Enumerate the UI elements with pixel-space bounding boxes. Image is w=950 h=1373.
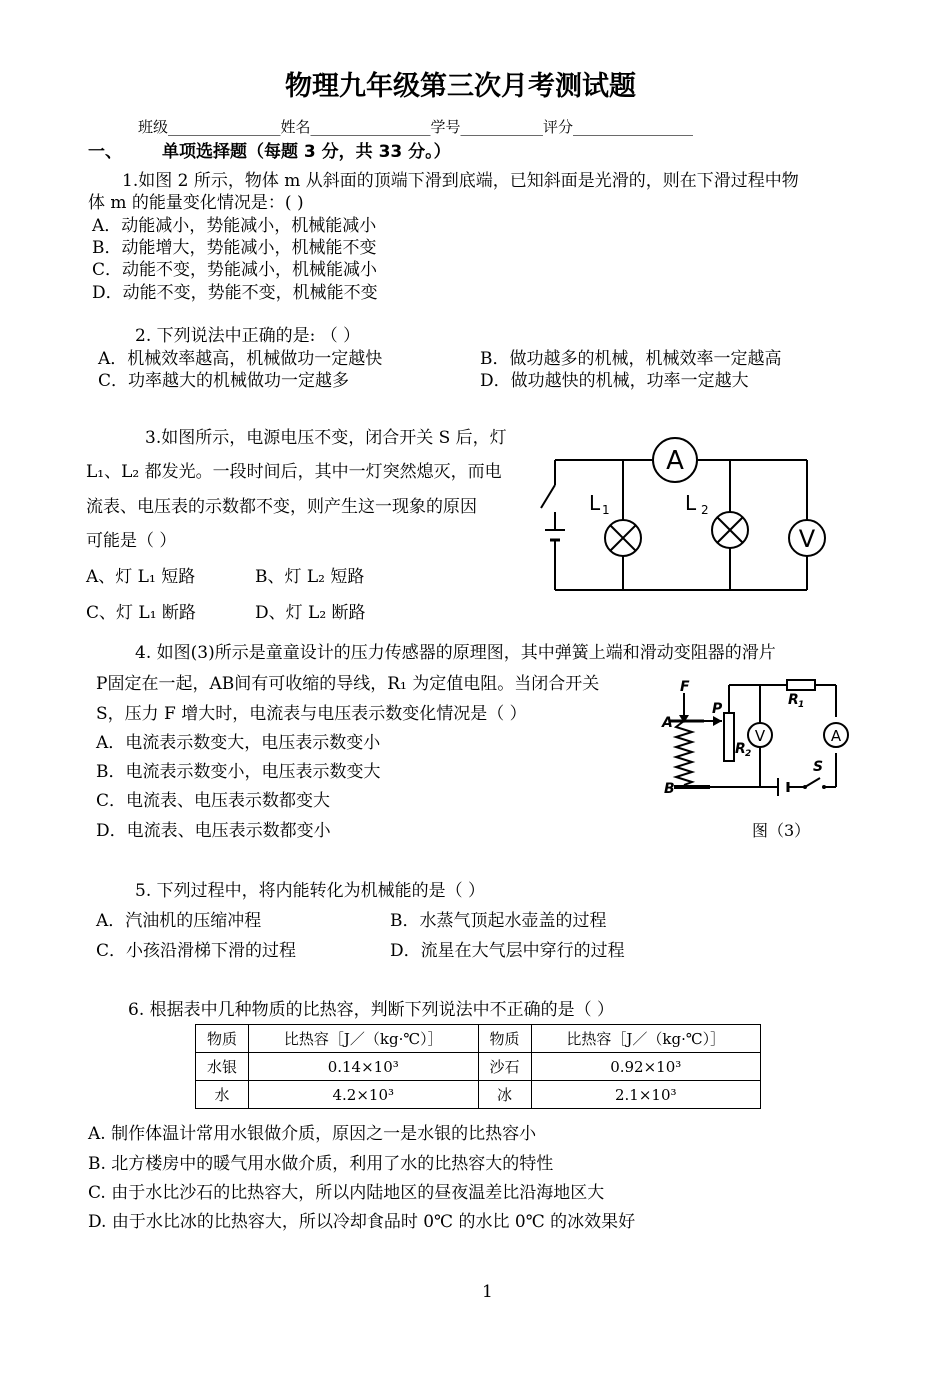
r1-subscript: 1 (798, 700, 805, 710)
q1-option-a: A．动能减小，势能减小，机械能减小 (92, 216, 377, 236)
point-a-label: A (662, 715, 673, 731)
q4-option-b: B．电流表示数变小，电压表示数变大 (96, 762, 381, 782)
q3-option-d: D、灯 L₂ 断路 (255, 603, 366, 623)
q5-option-b: B．水蒸气顶起水壶盖的过程 (390, 911, 607, 931)
q1-option-d: D．动能不变，势能不变，机械能不变 (92, 283, 378, 303)
table-cell: 2.1×10³ (531, 1081, 761, 1109)
table-cell: 4.2×10³ (249, 1081, 479, 1109)
q3-option-c: C、灯 L₁ 断路 (86, 603, 196, 623)
q1-option-b: B．动能增大，势能减小，机械能不变 (92, 238, 377, 258)
q5-option-c: C．小孩沿滑梯下滑的过程 (96, 941, 297, 961)
q3-stem-line4: 可能是（ ） (86, 531, 177, 551)
q1-stem-line2: 体 m 的能量变化情况是：( ) (88, 193, 304, 213)
q6-option-b: B. 北方楼房中的暖气用水做介质，利用了水的比热容大的特性 (88, 1154, 554, 1174)
point-b-label: B (664, 781, 675, 797)
q5-option-d: D．流星在大气层中穿行的过程 (390, 941, 625, 961)
table-header-row (196, 1025, 761, 1053)
lamp2-subscript: 2 (701, 503, 709, 517)
table-cell: 水银 (196, 1053, 249, 1081)
q3-option-b: B、灯 L₂ 短路 (255, 567, 365, 587)
q4-stem-line1: 4. 如图(3)所示是童童设计的压力传感器的原理图，其中弹簧上端和滑动变阻器的滑片 (135, 643, 776, 663)
q3-stem-line3: 流表、电压表的示数都不变，则产生这一现象的原因 (86, 497, 477, 517)
q4-ammeter-label: A (830, 727, 842, 745)
table-header-cell: 比热容［J／（kg·℃）］ (249, 1025, 479, 1053)
table-header-cell: 物质 (478, 1025, 531, 1053)
q4-option-c: C．电流表、电压表示数都变大 (96, 791, 331, 811)
q6-option-d: D. 由于水比冰的比热容大，所以冷却食品时 0℃ 的水比 0℃ 的冰效果好 (88, 1212, 636, 1232)
q3-stem-line2: L₁、L₂ 都发光。一段时间后，其中一灯突然熄灭，而电 (86, 462, 502, 482)
q4-figure-caption: 图（3） (752, 821, 811, 840)
q4-option-a: A．电流表示数变大，电压表示数变小 (96, 733, 381, 753)
section-number: 一、 (88, 142, 122, 162)
table-row (196, 1053, 761, 1081)
force-label: F (680, 679, 690, 695)
q2-option-d: D．做功越快的机械，功率一定越大 (480, 371, 749, 391)
q3-circuit-diagram (535, 430, 840, 598)
r1-label: R (788, 692, 799, 708)
page-title: 物理九年级第三次月考测试题 (285, 71, 636, 102)
table-header-cell: 物质 (196, 1025, 249, 1053)
lamp2-label: L (685, 491, 697, 515)
q4-option-d: D．电流表、电压表示数都变小 (96, 821, 331, 841)
q2-option-a: A．机械效率越高，机械做功一定越快 (98, 349, 383, 369)
q2-option-b: B．做功越多的机械，机械效率一定越高 (480, 349, 782, 369)
voltmeter-label: V (798, 525, 816, 553)
r2-label: R (735, 741, 746, 757)
q4-voltmeter-label: V (754, 727, 766, 745)
student-info-line: 班级_______________姓名________________学号___________评分________________ (138, 118, 694, 136)
q4-stem-line3: S，压力 F 增大时，电流表与电压表示数变化情况是（ ） (96, 704, 527, 724)
q3-option-a: A、灯 L₁ 短路 (86, 567, 196, 587)
q6-option-c: C. 由于水比沙石的比热容大，所以内陆地区的昼夜温差比沿海地区大 (88, 1183, 605, 1203)
q5-stem: 5. 下列过程中，将内能转化为机械能的是（ ） (135, 881, 486, 901)
q6-option-a: A. 制作体温计常用水银做介质，原因之一是水银的比热容小 (88, 1124, 537, 1144)
table-header-cell: 比热容［J／（kg·℃）］ (531, 1025, 761, 1053)
specific-heat-table (195, 1024, 761, 1109)
table-cell: 水 (196, 1081, 249, 1109)
q2-stem: 2. 下列说法中正确的是: （ ） (135, 326, 361, 346)
section-heading: 单项选择题（每题 3 分，共 33 分。） (162, 142, 451, 162)
table-cell: 0.92×10³ (531, 1053, 761, 1081)
q5-option-a: A．汽油机的压缩冲程 (96, 911, 262, 931)
table-cell: 冰 (478, 1081, 531, 1109)
table-cell: 沙石 (478, 1053, 531, 1081)
q3-stem-line1: 3.如图所示，电源电压不变，闭合开关 S 后，灯 (145, 428, 507, 448)
q1-option-c: C．动能不变，势能减小，机械能减小 (92, 260, 378, 280)
lamp1-subscript: 1 (602, 503, 610, 517)
r2-subscript: 2 (745, 749, 752, 759)
q4-pressure-sensor-diagram (660, 675, 860, 805)
q4-stem-line2: P固定在一起，AB间有可收缩的导线，R₁ 为定值电阻。当闭合开关 (96, 674, 600, 694)
q2-option-c: C．功率越大的机械做功一定越多 (98, 371, 350, 391)
table-row (196, 1081, 761, 1109)
switch-label: S (813, 759, 824, 775)
ammeter-label: A (666, 446, 684, 476)
slider-p-label: P (712, 701, 723, 717)
q6-stem: 6. 根据表中几种物质的比热容，判断下列说法中不正确的是（ ） (128, 1000, 615, 1020)
lamp1-label: L (589, 491, 601, 515)
q1-stem-line1: 1.如图 2 所示，物体 m 从斜面的顶端下滑到底端，已知斜面是光滑的，则在下滑过程中物 (122, 171, 799, 191)
page-number: 1 (482, 1282, 493, 1302)
table-cell: 0.14×10³ (249, 1053, 479, 1081)
